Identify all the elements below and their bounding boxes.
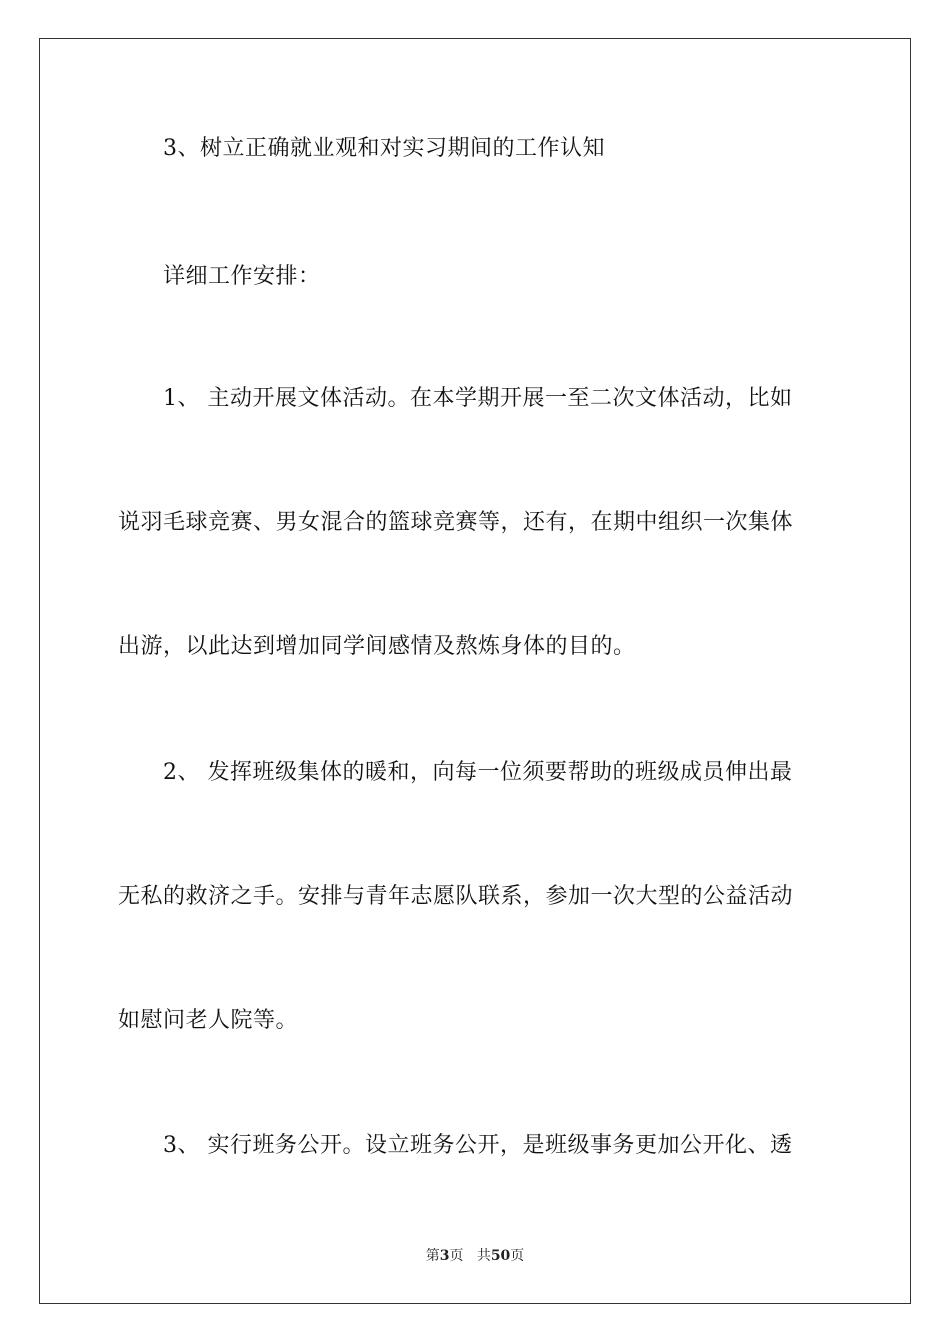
footer-total-pages: 50 (490, 1248, 511, 1264)
footer-total-prefix: 共 (476, 1248, 491, 1264)
page-border (39, 38, 911, 1304)
text-line-3: 1、 主动开展文体活动。在本学期开展一至二次文体活动，比如 (163, 386, 793, 411)
text-line-5: 出游，以此达到增加同学间感情及熬炼身体的目的。 (118, 634, 636, 659)
text-line-7: 无私的救济之手。安排与青年志愿队联系，参加一次大型的公益活动 (118, 884, 794, 909)
footer-page-number: 3 (439, 1248, 450, 1264)
page-footer (0, 1246, 950, 1266)
footer-page-suffix: 页 (449, 1248, 464, 1264)
footer-page-prefix: 第 (425, 1248, 440, 1264)
text-line-9: 3、 实行班务公开。设立班务公开，是班级事务更加公开化、透 (163, 1133, 793, 1158)
text-line-6: 2、 发挥班级集体的暖和，向每一位须要帮助的班级成员伸出最 (163, 760, 793, 785)
text-line-2: 详细工作安排： (163, 264, 321, 289)
text-line-8: 如慰问老人院等。 (118, 1008, 299, 1033)
footer-total-suffix: 页 (510, 1248, 525, 1264)
text-line-1: 3、树立正确就业观和对实习期间的工作认知 (163, 136, 605, 161)
text-line-4: 说羽毛球竞赛、男女混合的篮球竞赛等，还有，在期中组织一次集体 (118, 510, 794, 535)
